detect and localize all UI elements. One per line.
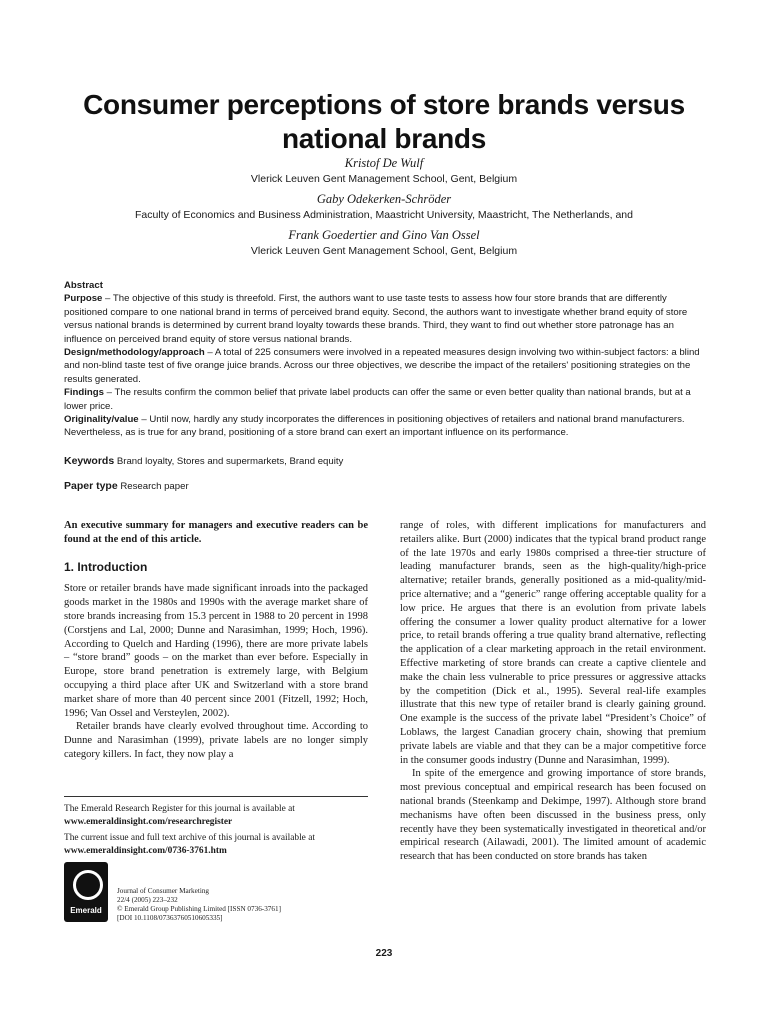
keywords-text: Brand loyalty, Stores and supermarkets, Brand equity (116, 456, 344, 467)
archive-url[interactable]: www.emeraldinsight.com/0736-3761.htm (64, 845, 227, 856)
design-label: Design/methodology/approach (64, 347, 205, 359)
author-name: Frank Goedertier and Gino Van Ossel (288, 228, 480, 242)
abstract-originality (64, 413, 706, 440)
left-column (64, 519, 368, 762)
abstract (64, 279, 706, 440)
body-paragraph: In spite of the emergence and growing importance of store brands, most previous conceptual and empirical research has been focused on national brands (Steenkamp and Dekimpe, 1997). Although store brand mechanisms have often been discussed in the business press, only recently have they been systematically investigated in theoretical and/or empirical research (Ailawadi, 2001). The limited amount of academic research that has been conducted on store brands has taken (400, 768, 706, 863)
page-number: 223 (375, 948, 393, 959)
body-paragraph: range of roles, with different implications for manufacturers and retailers alike. Burt (2000) indicates that the typical brand product range of the late 1970s and early 1980s comprised a three-tier structure of leading manufacturer brands, seen as the high-quality/high-price alternative; retailer brands, generally positioned as a mid-quality/mid-price alternative; and a “generic” range offering acceptable quality for a low price. He argues that there is an evolution from private labels offering the consumer a lower quality product alternative for a lower price, to retail brands offering a true quality brand alternative, reflecting the application of a clear marketing approach in the retail environment. Effective marketing of store brands can create a captive clientele and make the chain less vulnerable to price pressures or aggressive attacks by the competition (Dick et al., 1995). Several real-life examples illustrate that this new type of retailer brand is clearly gaining ground. One example is the success of the private label “President’s Choice” of Loblaws, the largest Canadian grocery chain, showing that premium private labels are viable and that they can be a major competitive force in the consumer goods industry (Dunne and Narasimhan, 1999). (400, 520, 706, 766)
purpose-label: Purpose (64, 293, 103, 305)
section-heading: 1. Introduction (64, 559, 148, 574)
keywords-label: Keywords (64, 455, 115, 467)
findings-label: Findings (64, 387, 104, 399)
author-name: Kristof De Wulf (344, 156, 424, 170)
abstract-heading: Abstract (64, 280, 103, 291)
paper-type-label: Paper type (64, 480, 118, 492)
purpose-text: – The objective of this study is threefold. First, the authors want to use taste tests to assess how four store brands that are differently positioned compare to one national brand in terms of perceived brand equity. Second, the authors want to investigate whether brand equity of store versus national brands is determined by current brand loyalty towards these brands. Third, they want to find out whether store patronage has an influence on perceived brand equity of store versus national brands. (64, 293, 688, 345)
originality-label: Originality/value (64, 414, 139, 426)
author-affiliation: Faculty of Economics and Business Administration, Maastricht University, Maastricht, The Netherlands, and (135, 209, 633, 221)
author-block (40, 155, 728, 263)
register-url[interactable]: www.emeraldinsight.com/researchregister (64, 816, 233, 827)
author-name: Gaby Odekerken-Schröder (316, 192, 452, 206)
body-paragraph: Retailer brands have clearly evolved throughout time. According to Dunne and Narasimhan (1999), private labels are no longer simply category killers. In fact, they now play a (64, 721, 368, 760)
archive-text: The current issue and full text archive of this journal is available at (64, 833, 315, 844)
journal-line: Journal of Consumer Marketing (117, 887, 210, 895)
right-column (400, 519, 706, 864)
body-paragraph: Store or retailer brands have made significant inroads into the packaged goods market in the 1980s and 1990s with the average market share of store brands increasing from 15.3 percent in 1988 to 20 percent in 1998 (Corstjens and Lal, 2000; Dunne and Narasimhan, 1999; Hoch, 1996). According to Quelch and Harding (1996), there are more private labels – “store brand” goods – on the market than ever before. Especially in Europe, store brand penetration is extremely large, with Belgium occupying a third place after UK and Switzerland with a store brand market share of more than 40 percent since 2001 (Fitzell, 1992; Hoch, 1996; Van Ossel and Versteylen, 2002). (64, 583, 368, 719)
executive-summary-note: An executive summary for managers and executive readers can be found at the end of this article. (64, 520, 368, 545)
abstract-purpose (64, 292, 706, 346)
register-text: The Emerald Research Register for this journal is available at (64, 804, 295, 814)
paper-type-text: Research paper (120, 481, 189, 492)
paper-title: Consumer perceptions of store brands versus national brands (83, 89, 685, 154)
abstract-design (64, 346, 706, 386)
author-affiliation: Vlerick Leuven Gent Management School, Gent, Belgium (250, 173, 518, 185)
originality-text: – Until now, hardly any study incorporates the differences in positioning objectives of retailers and national brand manufacturers. Nevertheless, as is true for any brand, positioning of a store brand can exert an important influence on its performance. (64, 414, 685, 439)
findings-text: – The results confirm the common belief that private label products can offer the same or even better quality than national brands, but at a lower price. (64, 387, 691, 412)
journal-line: [DOI 10.1108/07363760510605335] (117, 914, 223, 922)
journal-info (117, 887, 281, 923)
author-affiliation: Vlerick Leuven Gent Management School, Gent, Belgium (250, 245, 518, 257)
logo-text: Emerald (70, 906, 102, 915)
design-text: – A total of 225 consumers were involved in a repeated measures design involving two within-subject factors: a blind and non-blind taste test of five orange juice brands. Across our three objectives, we describe the impact of the retailers' positioning strategies on the results generated. (64, 347, 700, 385)
keywords (64, 455, 343, 467)
abstract-findings (64, 386, 706, 413)
emerald-logo-icon (64, 862, 108, 922)
footer-notes (64, 796, 368, 861)
journal-line: 22/4 (2005) 223–232 (117, 896, 178, 904)
journal-line: © Emerald Group Publishing Limited [ISSN 0736-3761] (117, 905, 281, 913)
paper-type (64, 480, 189, 492)
